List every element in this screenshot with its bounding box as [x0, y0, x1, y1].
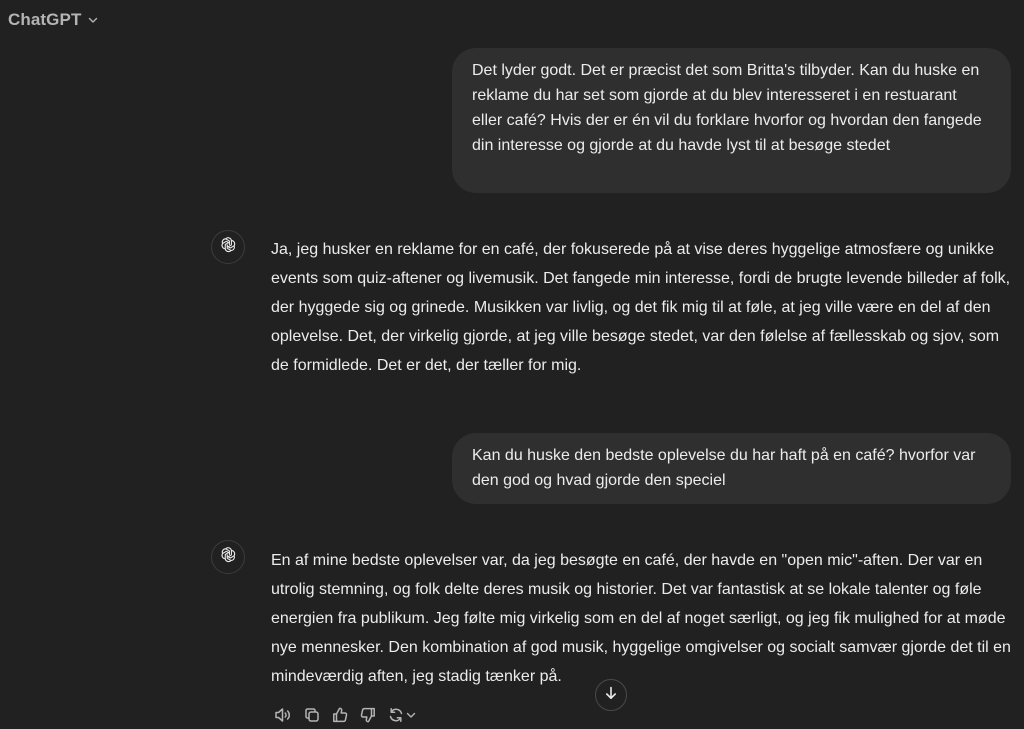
- thumbs-down-icon: [359, 706, 377, 724]
- scroll-to-bottom-button[interactable]: [595, 679, 627, 711]
- regenerate-button[interactable]: [385, 703, 419, 727]
- model-selector[interactable]: [8, 8, 99, 32]
- user-message: [452, 48, 1011, 193]
- user-message-text: Det lyder godt. Det er præcist det som Britta's tilbyder. Kan du huske en reklame du har set som gjorde at du blev interesseret i en restuarant eller café? Hvis der er én vil du forklare hvorfor og hvordan den fangede din interesse og gjorde at du havde lyst til at besøge stedet: [472, 62, 982, 154]
- read-aloud-button[interactable]: [271, 703, 295, 727]
- chevron-down-icon: [87, 14, 99, 26]
- refresh-icon: [387, 706, 405, 724]
- openai-logo-icon: [218, 235, 238, 260]
- copy-icon: [303, 706, 321, 724]
- assistant-avatar: [211, 540, 245, 574]
- assistant-avatar: [211, 230, 245, 264]
- assistant-message: Ja, jeg husker en reklame for en café, der fokuserede på at vise deres hyggelige atmosfære og unikke events som quiz-aftener og livemusik. Det fangede min interesse, fordi de brugte levende billeder af folk, der hyggede sig og grinede. Musikken var livlig, og det fik mig til at føle, at jeg ville være en del af den oplevelse. Det, der virkelig gjorde, at jeg ville besøge stedet, var den følelse af fællesskab og sjov, som de formidlede. Det er det, der tæller for mig.: [271, 241, 1011, 374]
- assistant-message: En af mine bedste oplevelser var, da jeg besøgte en café, der havde en "open mic"-aften. Der var en utrolig stemning, og folk delte deres musik og historier. Det var fantastisk at se lokale talenter og føle energien fra publikum. Jeg følte mig virkelig som en del af noget særligt, og jeg fik mulighed for at møde nye mennesker. Den kombination af god musik, hyggelige omgivelser og socialt samvær gjorde det til en mindeværdig aften, jeg stadig tænker på.: [271, 552, 1011, 685]
- arrow-down-icon: [603, 685, 619, 706]
- message-actions: [271, 703, 419, 727]
- thumbs-up-icon: [331, 706, 349, 724]
- app-title: ChatGPT: [8, 10, 82, 29]
- copy-button[interactable]: [301, 703, 323, 727]
- bad-response-button[interactable]: [357, 703, 379, 727]
- speaker-icon: [273, 706, 293, 724]
- good-response-button[interactable]: [329, 703, 351, 727]
- user-message-text: Kan du huske den bedste oplevelse du har haft på en café? hvorfor var den god og hvad gjorde den speciel: [472, 447, 976, 489]
- chevron-down-icon: [405, 709, 417, 721]
- openai-logo-icon: [218, 545, 238, 570]
- user-message: [452, 433, 1011, 504]
